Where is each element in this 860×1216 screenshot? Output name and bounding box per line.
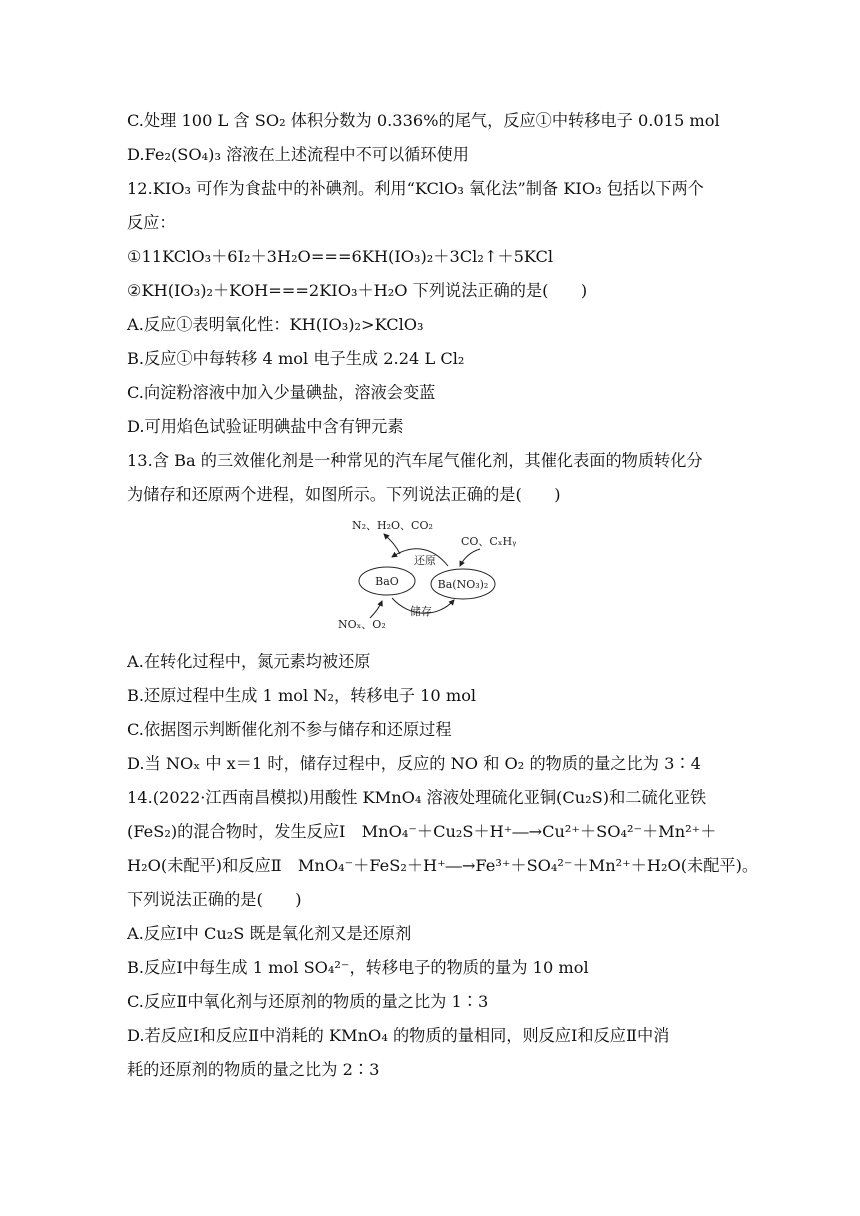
question-12-stem-1: 12.KIO₃ 可作为食盐中的补碘剂。利用“KClO₃ 氧化法”制备 KIO₃ 包括以下两个 <box>127 179 704 198</box>
top-products-label: N₂、H₂O、CO₂ <box>352 519 433 532</box>
products-release-arrow <box>384 534 400 554</box>
reaction-1: ①11KClO₃＋6I₂＋3H₂O===6KH(IO₃)₂＋3Cl₂↑＋5KCl <box>127 247 554 266</box>
question-14-stem-2: (FeS₂)的混合物时，发生反应Ⅰ MnO₄⁻＋Cu₂S＋H⁺―→Cu²⁺＋SO₄²⁻＋Mn²⁺＋ <box>127 822 717 841</box>
option-d-q13: D.当 NOₓ 中 x＝1 时，储存过程中，反应的 NO 和 O₂ 的物质的量之比为 3∶4 <box>127 754 701 773</box>
option-d-q12: D.可用焰色试验证明碘盐中含有钾元素 <box>127 417 404 436</box>
option-a-q12: A.反应①表明氧化性：KH(IO₃)₂>KClO₃ <box>127 315 424 334</box>
reaction-2: ②KH(IO₃)₂＋KOH===2KIO₃＋H₂O 下列说法正确的是( ) <box>127 281 588 300</box>
option-d-q11: D.Fe₂(SO₄)₃ 溶液在上述流程中不可以循环使用 <box>127 145 469 164</box>
option-a-q14: A.反应Ⅰ中 Cu₂S 既是氧化剂又是还原剂 <box>127 924 412 943</box>
reductants-label: CO、CₓHᵧ <box>461 535 517 548</box>
option-b-q14: B.反应Ⅰ中每生成 1 mol SO₄²⁻，转移电子的物质的量为 10 mol <box>127 958 589 977</box>
option-a-q13: A.在转化过程中，氮元素均被还原 <box>127 652 371 671</box>
option-c-q13: C.依据图示判断催化剂不参与储存和还原过程 <box>127 720 452 739</box>
reductant-input-arrow <box>460 549 480 566</box>
reactant-input-arrow <box>370 601 382 618</box>
option-c-q12: C.向淀粉溶液中加入少量碘盐，溶液会变蓝 <box>127 383 436 402</box>
option-b-q12: B.反应①中每转移 4 mol 电子生成 2.24 L Cl₂ <box>127 349 465 368</box>
ba-nitrate-label: Ba(NO₃)₂ <box>437 578 489 591</box>
bao-label: BaO <box>375 575 399 588</box>
question-12-stem-2: 反应： <box>127 213 176 232</box>
option-c-q14: C.反应Ⅱ中氧化剂与还原剂的物质的量之比为 1∶3 <box>127 992 489 1011</box>
option-c-q11: C.处理 100 L 含 SO₂ 体积分数为 0.336%的尾气，反应①中转移电子 0.015 mol <box>127 111 720 130</box>
reduction-label: 还原 <box>414 554 436 567</box>
question-14-stem-4: 下列说法正确的是( ) <box>127 890 302 909</box>
option-d-q14-line1: D.若反应Ⅰ和反应Ⅱ中消耗的 KMnO₄ 的物质的量相同，则反应Ⅰ和反应Ⅱ中消 <box>127 1026 670 1045</box>
bottom-reactants-label: NOₓ、O₂ <box>338 618 386 631</box>
option-d-q14-line2: 耗的还原剂的物质的量之比为 2∶3 <box>127 1060 380 1079</box>
catalyst-cycle-diagram <box>330 514 540 638</box>
question-13-stem-1: 13.含 Ba 的三效催化剂是一种常见的汽车尾气催化剂，其催化表面的物质转化分 <box>127 451 703 470</box>
question-14-stem-1: 14.(2022·江西南昌模拟)用酸性 KMnO₄ 溶液处理硫化亚铜(Cu₂S)和二硫化亚铁 <box>127 788 707 807</box>
storage-label: 储存 <box>410 605 432 618</box>
question-14-stem-3: H₂O(未配平)和反应Ⅱ MnO₄⁻＋FeS₂＋H⁺―→Fe³⁺＋SO₄²⁻＋Mn²⁺＋H₂O(未配平)。 <box>127 856 759 875</box>
question-13-stem-2: 为储存和还原两个进程，如图所示。下列说法正确的是( ) <box>127 485 561 504</box>
option-b-q13: B.还原过程中生成 1 mol N₂，转移电子 10 mol <box>127 686 477 705</box>
